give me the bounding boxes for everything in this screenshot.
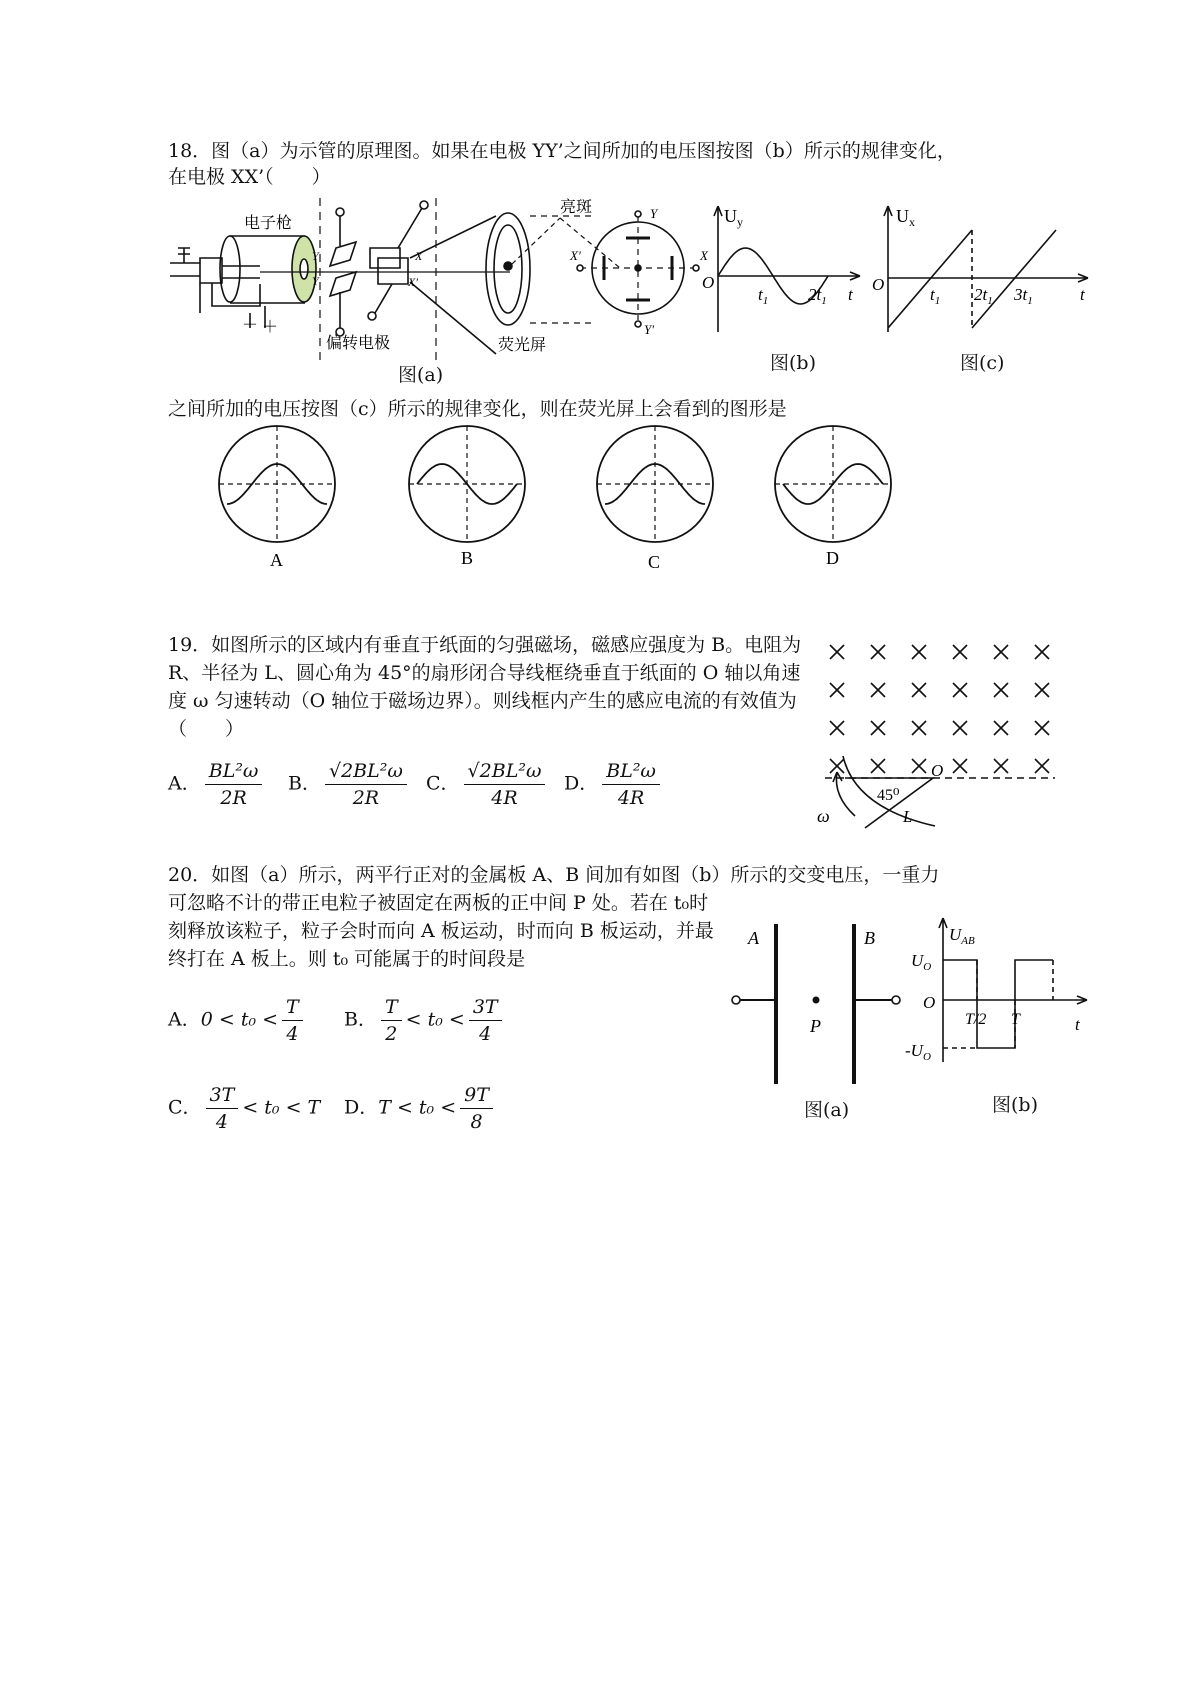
choice-a-figure bbox=[219, 426, 335, 542]
q19-line-1: 19．如图所示的区域内有垂直于纸面的匀强磁场，磁感应强度为 B。电阻为 bbox=[168, 634, 802, 656]
neg-u0-label: $-U_O$ bbox=[905, 1041, 931, 1063]
magnetic-field-cross bbox=[994, 645, 1008, 659]
fig-c-t-axis: t bbox=[1080, 285, 1085, 304]
magnetic-field-cross bbox=[953, 645, 967, 659]
half-period-label: T/2 bbox=[965, 1011, 987, 1028]
fig-c-2t1: $2t_1$ bbox=[974, 285, 993, 307]
q20-line-1: 20．如图（a）所示，两平行正对的金属板 A、B 间加有如图（b）所示的交变电压，一重力 bbox=[168, 864, 940, 886]
q20-figure-b-caption: 图(b) bbox=[992, 1094, 1038, 1116]
x-label-1: X bbox=[415, 249, 423, 263]
q18-figure-c bbox=[868, 200, 1098, 340]
fig-b-t-axis: t bbox=[848, 285, 853, 304]
magnetic-field-cross bbox=[994, 721, 1008, 735]
u-ab-label: $U_{AB}$ bbox=[949, 925, 975, 947]
magnetic-field-cross bbox=[912, 759, 926, 773]
magnetic-field-cross bbox=[994, 683, 1008, 697]
q18-answer-choices bbox=[210, 422, 910, 572]
fig-c-3t1: $3t_1$ bbox=[1014, 285, 1033, 307]
fig-c-origin: O bbox=[872, 275, 885, 294]
screen-x-prime-label: X′ bbox=[570, 248, 581, 263]
q19-line-3: 度 ω 匀速转动（O 轴位于磁场边界）。则线框内产生的感应电流的有效值为 bbox=[168, 690, 797, 712]
q18-line-1: 18．图（a）为示管的原理图。如果在电极 YY’之间所加的电压图按图（b）所示的规律变化， bbox=[168, 140, 956, 162]
magnetic-field-cross bbox=[912, 683, 926, 697]
radius-l-label: L bbox=[903, 807, 913, 826]
choice-a-label: A bbox=[270, 550, 283, 570]
u0-label: $U_O$ bbox=[911, 951, 932, 973]
q18-line-2: 在电极 XX’（ ） bbox=[168, 166, 331, 188]
q20-line-2: 可忽略不计的带正电粒子被固定在两板的正中间 P 处。若在 t₀时 bbox=[168, 892, 709, 914]
q18-figure-c-caption: 图(c) bbox=[960, 352, 1005, 374]
deflection-electrode-label: 偏转电极 bbox=[326, 333, 391, 352]
magnetic-field-cross bbox=[871, 721, 885, 735]
q20-option-d[interactable]: D．T < t₀ < $\frac{9T}{8}$ bbox=[344, 1084, 497, 1133]
plus-sign: ＋ bbox=[262, 319, 279, 336]
screen-label: 荧光屏 bbox=[498, 335, 547, 354]
choice-d-label: D bbox=[826, 548, 839, 568]
fig-b-origin: O bbox=[923, 993, 936, 1012]
magnetic-field-cross bbox=[871, 759, 885, 773]
screen-y-prime-label: Y′ bbox=[644, 322, 655, 337]
magnetic-field-cross bbox=[953, 721, 967, 735]
choice-b-figure bbox=[409, 426, 525, 542]
magnetic-field-cross bbox=[830, 721, 844, 735]
fig-c-t1: $t_1$ bbox=[930, 285, 941, 307]
minus-sign: － bbox=[242, 317, 259, 334]
fig-b-origin: O bbox=[702, 273, 715, 292]
electron-gun-label: 电子枪 bbox=[244, 213, 293, 232]
magnetic-field-cross bbox=[871, 645, 885, 659]
x-prime-label-1: X′ bbox=[408, 275, 418, 289]
plate-b-label: B bbox=[864, 928, 875, 948]
period-label: T bbox=[1011, 1011, 1020, 1028]
point-p-label: P bbox=[810, 1016, 821, 1036]
magnetic-field-cross bbox=[1035, 721, 1049, 735]
magnetic-field-cross bbox=[994, 759, 1008, 773]
q19-option-d[interactable]: D． $\frac{\text{BL²ω}}{4R}$ bbox=[564, 760, 664, 809]
q18-figure-b-caption: 图(b) bbox=[770, 352, 816, 374]
magnetic-field-cross bbox=[953, 683, 967, 697]
q20-figure-b bbox=[905, 912, 1095, 1072]
q19-figure bbox=[815, 630, 1065, 835]
magnetic-field-cross bbox=[871, 683, 885, 697]
q20-option-a[interactable]: A．0 < t₀ < $\frac{T}{4}$ bbox=[168, 996, 307, 1045]
q20-line-3: 刻释放该粒子，粒子会时而向 A 板运动，时而向 B 板运动，并最 bbox=[168, 920, 714, 942]
magnetic-field-cross bbox=[830, 645, 844, 659]
fig-b-2t1: $2t_1$ bbox=[808, 285, 827, 307]
screen-y-label: Y bbox=[650, 206, 658, 221]
magnetic-field-cross bbox=[912, 645, 926, 659]
choice-c-label: C bbox=[648, 552, 661, 572]
magnetic-field-cross bbox=[1035, 645, 1049, 659]
fig-c-axis-label: $U_x$ bbox=[896, 206, 915, 229]
q18-figure-a bbox=[160, 188, 720, 383]
magnetic-field-cross bbox=[953, 759, 967, 773]
magnetic-field-cross bbox=[830, 683, 844, 697]
q18-figure-a-caption: 图(a) bbox=[398, 364, 444, 386]
y-label-1: Y bbox=[312, 249, 319, 263]
choice-b-label: B bbox=[461, 548, 474, 568]
plate-a-label: A bbox=[748, 928, 759, 948]
screen-x-label: X bbox=[700, 248, 708, 263]
axis-o-label: O bbox=[931, 761, 944, 780]
choice-d-figure bbox=[775, 426, 891, 542]
q18-line-3: 之间所加的电压按图（c）所示的规律变化，则在荧光屏上会看到的图形是 bbox=[168, 398, 787, 420]
q20-figure-a bbox=[728, 918, 908, 1090]
q19-option-a[interactable]: A． $\frac{\text{BL²ω}}{2R}$ bbox=[168, 760, 266, 809]
choice-c-figure bbox=[597, 426, 713, 542]
q19-line-4: （ ） bbox=[168, 718, 245, 740]
magnetic-field-cross bbox=[912, 721, 926, 735]
t-axis-label: t bbox=[1075, 1015, 1080, 1034]
magnetic-field-cross bbox=[1035, 683, 1049, 697]
q20-figure-a-caption: 图(a) bbox=[804, 1099, 850, 1121]
fig-b-t1: $t_1$ bbox=[758, 285, 769, 307]
q19-line-2: R、半径为 L、圆心角为 45°的扇形闭合导线框绕垂直于纸面的 O 轴以角速 bbox=[168, 662, 801, 684]
q19-option-b[interactable]: B． $\frac{\text{√2BL²ω}}{2R}$ bbox=[288, 760, 411, 809]
q20-option-c[interactable]: C． $\frac{3T}{4}$ < t₀ < T bbox=[168, 1084, 321, 1133]
magnetic-field-cross bbox=[830, 759, 844, 773]
q18-figure-b bbox=[700, 200, 870, 340]
angle-label: 45⁰ bbox=[877, 787, 900, 804]
omega-label: ω bbox=[817, 806, 830, 826]
fig-b-axis-label: $U_y$ bbox=[724, 206, 743, 229]
q19-option-c[interactable]: C． $\frac{\text{√2BL²ω}}{4R}$ bbox=[426, 760, 549, 809]
spot-label: 亮斑 bbox=[560, 197, 593, 216]
q20-option-b[interactable]: B． $\frac{T}{2}$ < t₀ < $\frac{3T}{4}$ bbox=[344, 996, 506, 1045]
y-label-2: Y bbox=[312, 274, 319, 288]
q20-line-4: 终打在 A 板上。则 t₀ 可能属于的时间段是 bbox=[168, 948, 526, 970]
magnetic-field-cross bbox=[1035, 759, 1049, 773]
